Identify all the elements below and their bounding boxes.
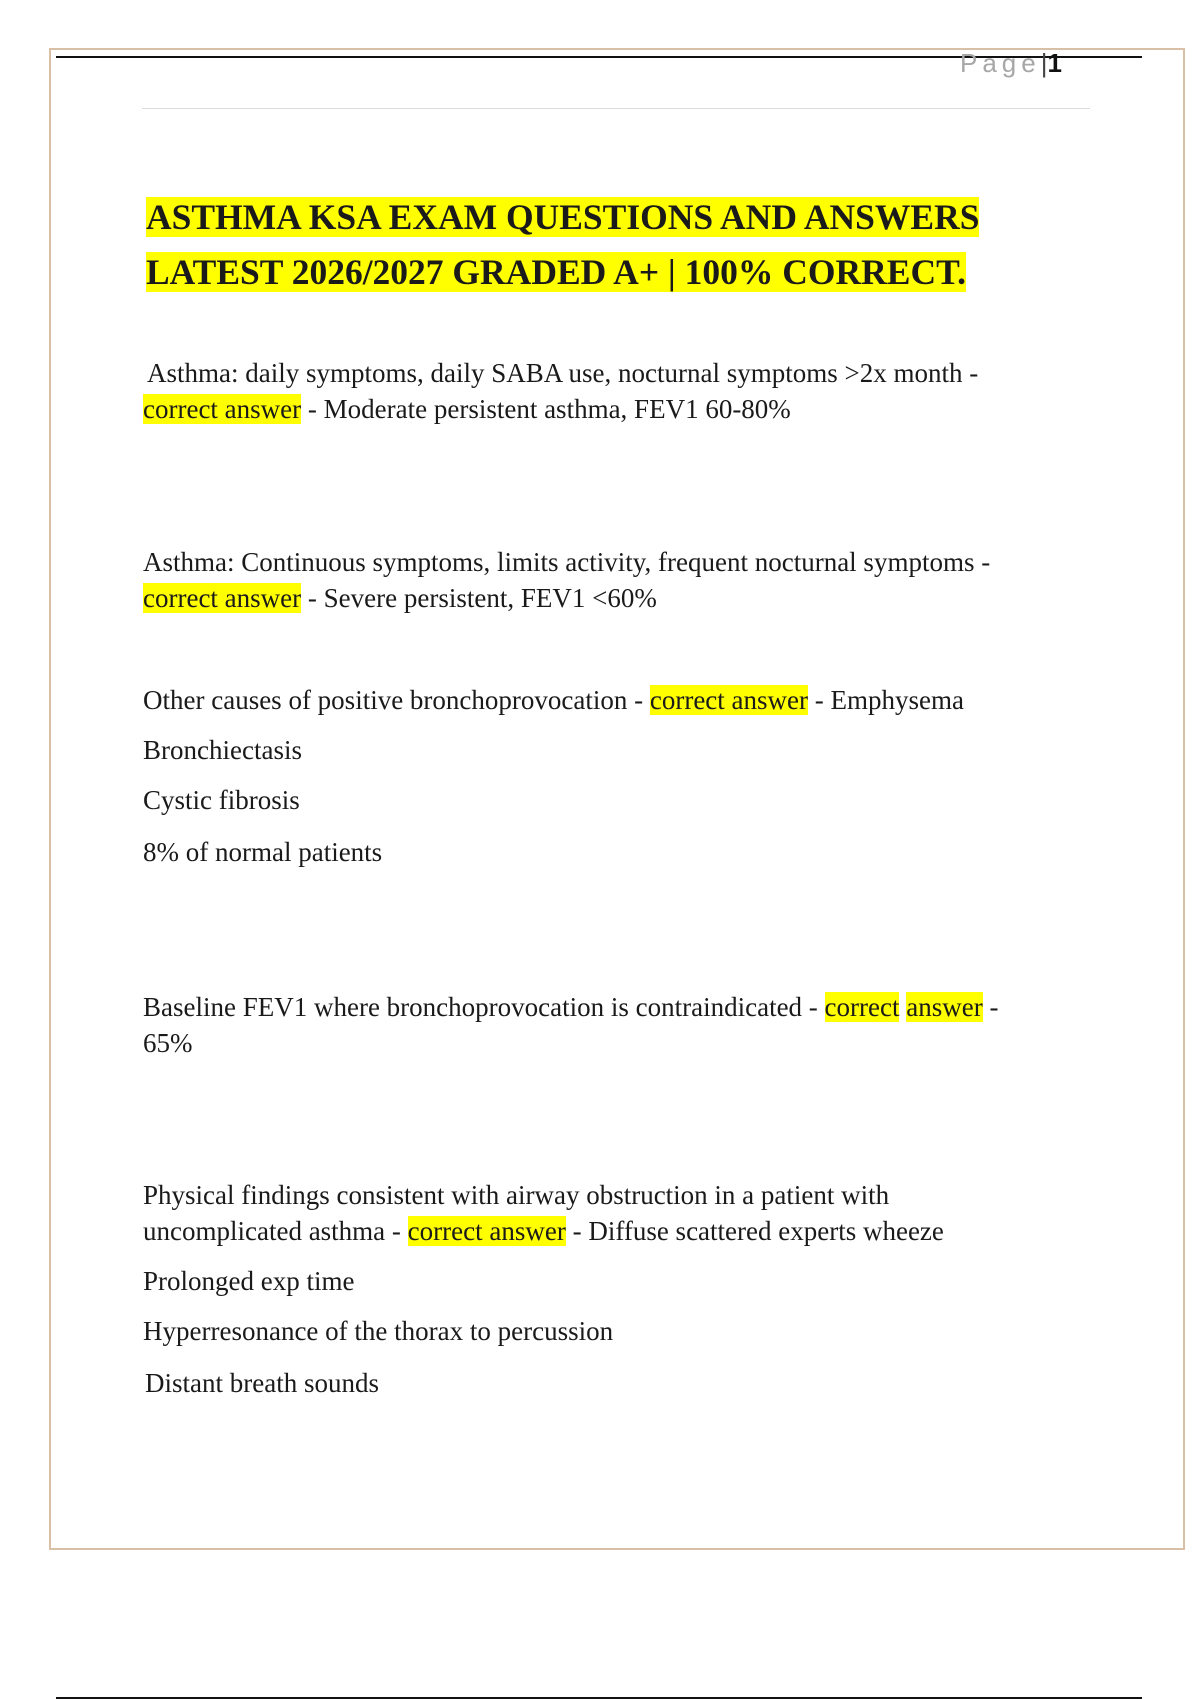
correct-answer-tag-4b: answer [906,992,983,1022]
answer-5-item-3: Distant breath sounds [145,1368,379,1398]
question-5-line-1: Physical findings consistent with airway obstruction in a patient with [143,1180,890,1210]
qa-item-3 [143,682,1063,870]
answer-3: - Emphysema [814,685,964,715]
title-line-1: ASTHMA KSA EXAM QUESTIONS AND ANSWERS [146,197,980,237]
page-number: 1 [1047,48,1062,78]
title-line-2: LATEST 2026/2027 GRADED A+ | 100% CORRECT. [146,252,967,292]
correct-answer-tag-1: correct answer [143,394,302,424]
answer-5-item-1: Prolonged exp time [143,1266,355,1296]
answer-3-item-1: Bronchiectasis [143,735,302,765]
correct-answer-tag-4a: correct [824,992,900,1022]
page-word: Page [960,48,1041,78]
header-divider [142,108,1090,109]
correct-answer-tag-3: correct answer [649,685,809,715]
question-5-line-2: uncomplicated asthma - [143,1216,401,1246]
question-3: Other causes of positive bronchoprovocation - [143,685,644,715]
page-separator: | [1040,48,1048,78]
correct-answer-tag-5: correct answer [407,1216,566,1246]
footer-rule [56,1697,1142,1699]
answer-1: - Moderate persistent asthma, FEV1 60-80% [307,394,791,424]
correct-answer-tag-2: correct answer [143,583,302,613]
qa-item-1 [143,355,1063,427]
answer-2: - Severe persistent, FEV1 <60% [307,583,657,613]
qa-item-4 [143,989,1063,1061]
answer-4-dash: - [989,992,999,1022]
qa-item-2 [143,544,1063,616]
document-title [146,190,1046,300]
qa-item-5 [143,1177,1063,1401]
question-1: Asthma: daily symptoms, daily SABA use, nocturnal symptoms >2x month - [147,358,979,388]
question-4: Baseline FEV1 where bronchoprovocation is contraindicated - [143,992,818,1022]
answer-3-item-3: 8% of normal patients [143,837,383,867]
answer-3-item-2: Cystic fibrosis [143,785,300,815]
question-2: Asthma: Continuous symptoms, limits activity, frequent nocturnal symptoms - [143,547,991,577]
answer-5-item-2: Hyperresonance of the thorax to percussion [143,1316,614,1346]
page-number-label [960,48,1062,79]
answer-4: 65% [143,1028,193,1058]
answer-5: - Diffuse scattered experts wheeze [572,1216,944,1246]
